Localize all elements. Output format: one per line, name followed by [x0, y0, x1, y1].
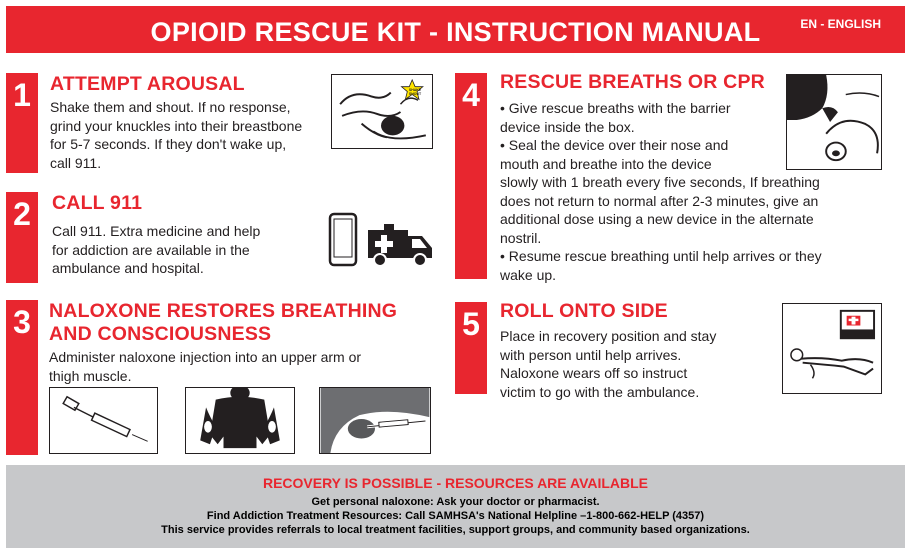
step-2-line: for addiction are available in the	[52, 241, 250, 258]
shake-shout-icon	[332, 75, 432, 148]
shake-shout-badge: SHAKE SHOUT	[408, 88, 422, 96]
footer-line-naloxone: Get personal naloxone: Ask your doctor or pharmacist.	[311, 496, 600, 508]
step-4-line: does not return to normal after 2-3 minutes, give an	[500, 192, 819, 209]
header-banner	[6, 6, 905, 53]
footer-headline: RECOVERY IS POSSIBLE - RESOURCES ARE AVAILABLE	[262, 475, 649, 491]
footer-resources	[6, 465, 905, 548]
rescue-breath-illustration	[786, 74, 882, 170]
step-4-line: • Give rescue breaths with the barrier	[500, 100, 731, 116]
recovery-position-illustration	[782, 303, 882, 394]
step-5-line: Naloxone wears off so instruct	[500, 365, 688, 381]
step-5-text	[500, 327, 775, 401]
step-4-number: 4	[455, 73, 487, 279]
ambulance-icon	[366, 222, 434, 268]
shake-person-illustration	[331, 74, 433, 149]
page-title: OPIOID RESCUE KIT - INSTRUCTION MANUAL	[150, 17, 761, 47]
step-4-line: mouth and breathe into the device	[500, 155, 712, 172]
step-4-line: slowly with 1 breath every five seconds, If breathing	[500, 174, 820, 190]
step-2-line: Call 911. Extra medicine and help	[52, 223, 261, 239]
step-5-line: Place in recovery position and stay	[500, 328, 717, 344]
step-2-text	[52, 222, 312, 278]
step-1-title: ATTEMPT AROUSAL	[50, 73, 245, 95]
step-2-title: CALL 911	[52, 192, 143, 214]
step-1-line: Shake them and shout. If no response,	[50, 99, 291, 115]
step-4-line: additional dose using a new device in the alternate	[500, 211, 814, 227]
step-3-title-line: NALOXONE RESTORES BREATHING	[49, 300, 398, 322]
footer-line-referrals: This service provides referrals to local treatment facilities, support groups, and community based organizations.	[161, 524, 750, 536]
step-4-line: device inside the box.	[500, 118, 635, 135]
step-4-title: RESCUE BREATHS OR CPR	[500, 71, 765, 93]
step-5-number: 5	[455, 302, 487, 394]
step-4-line: wake up.	[500, 266, 557, 283]
step-4-line: • Seal the device over their nose and	[500, 137, 729, 153]
rescue-breath-icon	[787, 75, 881, 169]
step-1-line: call 911.	[50, 154, 102, 171]
footer-line-helpline: Find Addiction Treatment Resources: Call SAMHSA's National Helpline –1-800-662-HELP (4357)	[206, 510, 705, 522]
torso-injection-sites-illustration	[185, 387, 295, 454]
step-1-text	[50, 98, 340, 172]
phone-icon	[328, 212, 358, 267]
step-1-line: for 5-7 seconds. If they don't wake up,	[50, 136, 287, 152]
step-1-line: grind your knuckles into their breastbone	[50, 117, 303, 134]
step-4-line: nostril.	[500, 229, 542, 246]
step-3-title-line: AND CONSCIOUSNESS	[49, 323, 272, 345]
shoulder-injection-icon	[320, 388, 430, 453]
syringe-icon	[50, 388, 157, 453]
recovery-position-icon	[783, 304, 881, 393]
step-5-line: victim to go with the ambulance.	[500, 383, 700, 400]
body-torso-icon	[186, 388, 294, 453]
step-5-title: ROLL ONTO SIDE	[500, 300, 668, 322]
language-label: EN - ENGLISH	[800, 17, 881, 31]
step-1-number: 1	[6, 73, 38, 173]
step-2-line: ambulance and hospital.	[52, 260, 204, 276]
syringe-illustration	[49, 387, 158, 454]
step-2-number: 2	[6, 192, 38, 283]
step-3-number: 3	[6, 300, 38, 455]
step-5-line: with person until help arrives.	[500, 346, 682, 363]
step-4-line: • Resume rescue breathing until help arrives or they	[500, 248, 822, 264]
step-3-line: Administer naloxone injection into an upper arm or	[49, 349, 362, 365]
arm-injection-illustration	[319, 387, 431, 454]
step-3-text	[49, 348, 419, 385]
step-3-line: thigh muscle.	[49, 367, 132, 384]
step-3-title	[49, 300, 397, 346]
